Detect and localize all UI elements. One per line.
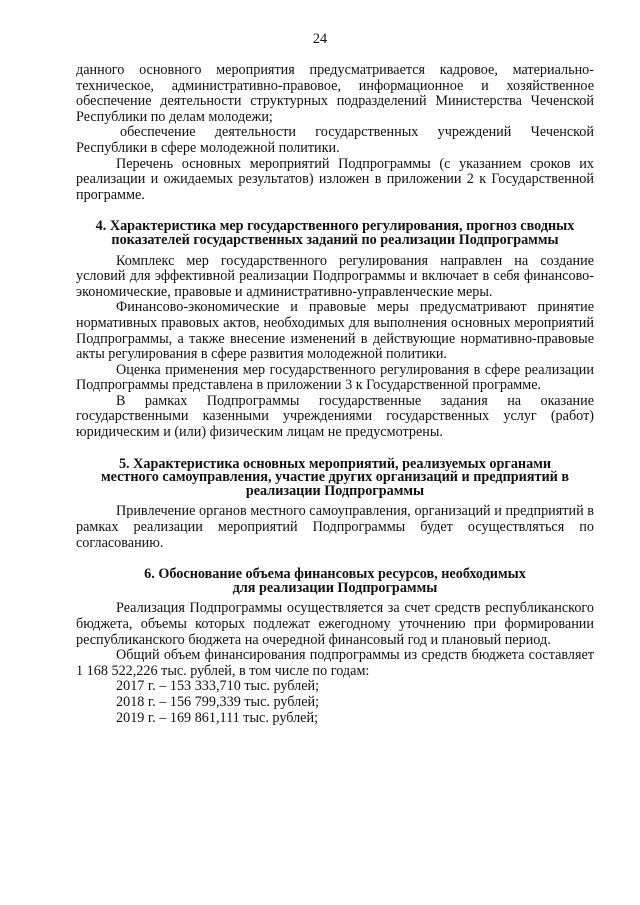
funding-year-2017: 2017 г. – 153 333,710 тыс. рублей; (116, 678, 320, 695)
bullet-paragraph: обеспечение деятельности государственных учреждений Чеченской Республики в сфере молодежной политики. (76, 124, 594, 156)
page-number: 24 (312, 31, 328, 47)
section-6-paragraph-2: Общий объем финансирования подпрограммы из средств бюджета составляет 1 168 522,226 тыс. рублей, в том числе по годам: (76, 647, 594, 679)
document-body (76, 63, 594, 726)
section-4-heading-line2: показателей государственных заданий по реализации Подпрограммы (111, 231, 559, 248)
section-6-paragraph-1: Реализация Подпрограммы осуществляется за счет средств республиканского бюджета, объемы которых подлежат ежегодному уточнению при формировании республиканского бюджета на очередной финансовый год и плановый период. (76, 600, 594, 648)
section-4-paragraph-3: Оценка применения мер государственного регулирования в сфере реализации Подпрограммы представлена в приложении 3 к Государственной программе. (76, 361, 594, 394)
section-5-heading-line2: местного самоуправления, участие других организаций и предприятий в (100, 469, 570, 486)
intro-paragraph: данного основного мероприятия предусматривается кадровое, материально-техническое, административно-правовое, информационное и хозяйственное обеспечение деятельности структурных подразделений Министерства Чеченской Республики по делам молодежи; (76, 62, 594, 125)
funding-year-2018: 2018 г. – 156 799,339 тыс. рублей; (116, 693, 320, 710)
section-4-paragraph-2: Финансово-экономические и правовые меры предусматривают принятие нормативных правовых актов, необходимых для выполнения основных мероприятий Подпрограммы, а также внесение изменений в действующие нормативно-правовые акты регулирования в сфере развития молодежной политики. (76, 299, 594, 363)
section-5-heading (76, 455, 594, 499)
section-5-paragraph: Привлечение органов местного самоуправления, организаций и предприятий в рамках реализации мероприятий Подпрограммы будет осуществляться по согласованию. (76, 503, 594, 551)
section-5-heading-line3: реализации Подпрограммы (245, 482, 425, 499)
section-5-heading-line1: 5. Характеристика основных мероприятий, реализуемых органами (118, 455, 552, 472)
section-6-heading (76, 568, 594, 595)
list-paragraph: Перечень основных мероприятий Подпрограммы (с указанием сроков их реализации и ожидаемых результатов) изложен в приложении 2 к Государственной программе. (76, 155, 594, 203)
section-6-heading-line2: для реализации Подпрограммы (232, 579, 438, 596)
section-4-heading-line1: 4. Характеристика мер государственного регулирования, прогноз сводных (95, 218, 575, 235)
section-4-heading (76, 220, 594, 247)
section-6-heading-line1: 6. Обоснование объема финансовых ресурсов, необходимых (144, 566, 526, 583)
funding-year-2019: 2019 г. – 169 861,111 тыс. рублей; (116, 709, 319, 726)
section-4-paragraph-1: Комплекс мер государственного регулирования направлен на создание условий для эффективной реализации Подпрограммы и включает в себя финансово-экономические, правовые и административно-управленческие меры. (76, 252, 594, 300)
section-4-paragraph-4: В рамках Подпрограммы государственные задания на оказание государственными казенными учреждениями государственных услуг (работ) юридическим и (или) физическим лицам не предусмотрены. (76, 392, 594, 441)
